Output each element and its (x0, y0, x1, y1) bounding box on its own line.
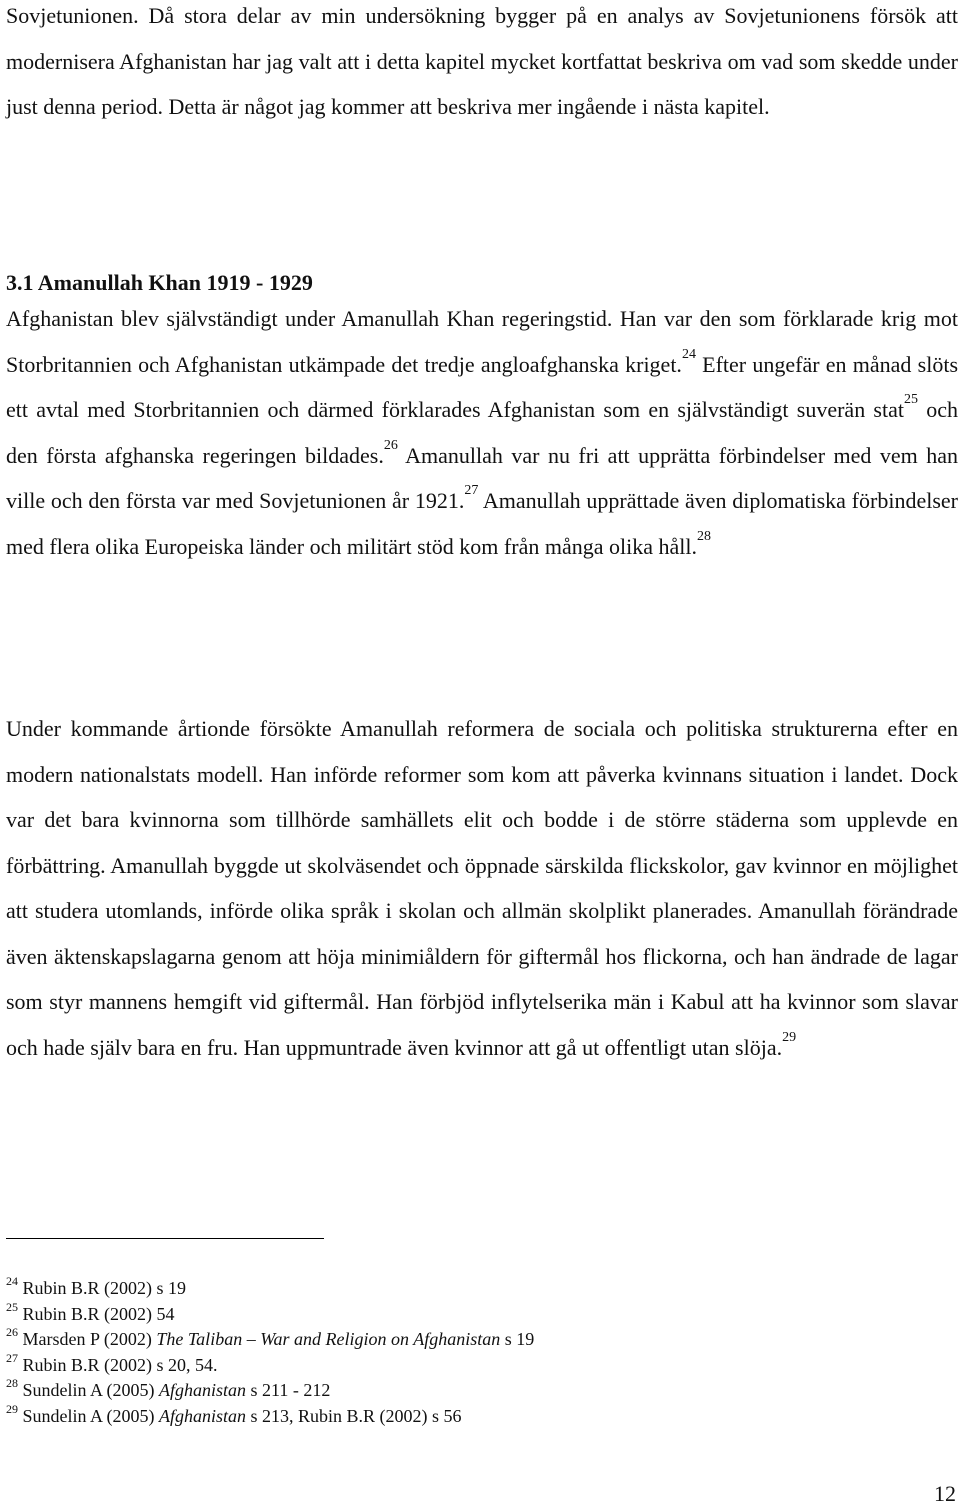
intro-text: Sovjetunionen. Då stora delar av min undersökning bygger på en analys av Sovjetunionens försök att modernisera Afghanistan har jag valt att i detta kapitel mycket kortfattat beskriva om vad som skedde under just denna period. Detta är något jag kommer att beskriva mer ingående i nästa kapitel. (6, 3, 958, 119)
section-heading: 3.1 Amanullah Khan 1919 - 1929 (6, 270, 313, 295)
footnote-ref-29[interactable]: 29 (782, 1029, 797, 1045)
footnote-number: 24 (6, 1274, 18, 1288)
footnote-pages: s 19 (500, 1329, 535, 1349)
footnote-item (6, 1378, 906, 1404)
footnote-ref-26[interactable]: 26 (383, 437, 398, 453)
footnote-title: Afghanistan (159, 1405, 247, 1426)
footnote-ref-24[interactable]: 24 (681, 346, 696, 362)
para1-text-3: och den första afghanska regeringen bildades. (6, 397, 959, 468)
intro-paragraph (6, 0, 958, 130)
footnote-title: Afghanistan (159, 1380, 247, 1400)
footnote-item (6, 1327, 906, 1353)
footnote-number: 25 (6, 1299, 18, 1314)
footnote-ref-27[interactable]: 27 (464, 483, 479, 498)
body-paragraph-1 (6, 296, 958, 569)
footnote-separator (6, 1238, 324, 1239)
footnote-pages: s 211 - 212 (246, 1380, 331, 1400)
footnote-item (6, 1350, 906, 1379)
footnote-title: The Taliban – War and Religion on Afghanistan (156, 1329, 501, 1349)
footnote-text: Rubin B.R (2002) 54 (18, 1303, 175, 1324)
footnote-text: Marsden P (2002) (18, 1329, 157, 1349)
footnote-item (6, 1299, 906, 1328)
footnote-ref-28[interactable]: 28 (696, 528, 711, 544)
para1-text-1: Afghanistan blev självständigt under Amanullah Khan regeringstid. Han var den som förklarade krig mot Storbritannien och Afghanistan utkämpade det tredje angloafghanska kriget. (6, 306, 958, 377)
footnote-item (6, 1276, 906, 1302)
page-number: 12 (934, 1481, 956, 1506)
footnotes-list (6, 1276, 906, 1429)
para2-text: Under kommande årtionde försökte Amanullah reformera de sociala och politiska strukturerna efter en modern nationalstats modell. Han införde reformer som kom att påverka kvinnans situation i landet. Dock var det bara kvinnorna som tillhörde samhällets elit och bodde i de större städerna som upplevde en förbättring. Amanullah byggde ut skolväsendet och öppnade särskilda flickskolor, gav kvinnor en möjlighet att studera utomlands, införde olika språk i skolan och allmän skolplikt planerades. Amanullah förändrade även äktenskapslagarna genom att höja minimiåldern för giftermål hos flickorna, och han ändrade de lagar som styr mannens hemgift vid giftermål. Han förbjöd inflytelserika män i Kabul att ha kvinnor som slavar och hade själv bara en fru. Han uppmuntrade även kvinnor att gå ut offentligt utan slöja. (6, 716, 958, 1060)
footnote-ref-25[interactable]: 25 (904, 392, 918, 407)
footnote-number: 29 (6, 1401, 18, 1416)
footnote-number: 28 (6, 1376, 18, 1390)
para1-text-4: Amanullah var nu fri att upprätta förbindelser med vem han ville och den första var med Sovjetunionen år 1921. (6, 442, 958, 513)
para1-text-2: Efter ungefär en månad slöts ett avtal med Storbritannien och därmed förklarades Afghanistan som en självständigt suverän stat (6, 351, 959, 422)
footnote-item (6, 1401, 906, 1430)
footnote-number: 26 (6, 1325, 18, 1339)
footnote-number: 27 (6, 1350, 18, 1365)
footnote-text: Rubin B.R (2002) s 20, 54. (18, 1354, 218, 1375)
footnote-text: Sundelin A (2005) (18, 1380, 160, 1400)
para1-text-5: Amanullah upprättade även diplomatiska förbindelser med flera olika Europeiska länder och militärt stöd kom från många olika håll. (6, 488, 958, 559)
footnote-pages: s 213, Rubin B.R (2002) s 56 (246, 1405, 462, 1426)
footnote-text: Rubin B.R (2002) s 19 (18, 1278, 187, 1298)
body-paragraph-2 (6, 706, 958, 1070)
footnote-text: Sundelin A (2005) (18, 1405, 160, 1426)
